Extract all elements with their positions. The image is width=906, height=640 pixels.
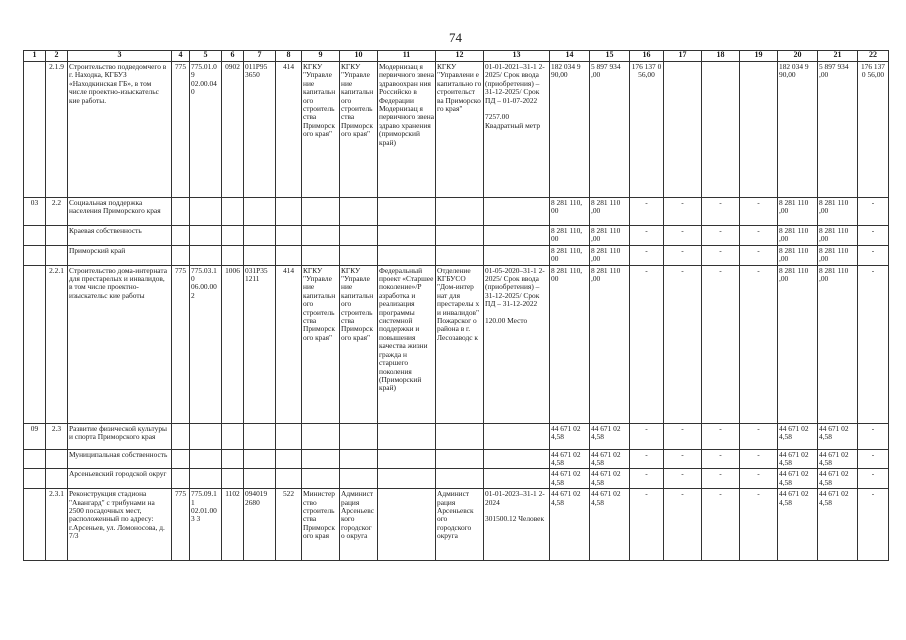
cell-col-22: - [858,449,889,469]
cell-col-8 [276,245,302,265]
section-row [24,423,889,449]
column-number-18: 18 [702,51,740,62]
cell-col-12 [436,469,484,489]
section-row [24,198,889,226]
cell-col-7 [244,469,276,489]
column-number-10: 10 [340,51,378,62]
cell-col-14: 44 671 02 4,58 [550,449,590,469]
data-table [23,50,889,561]
cell-col-9: КГКУ "Управле ние капитальн ого строитель ства Приморск ого края" [302,265,340,423]
cell-col-16: 176 137 0 56,00 [630,62,664,198]
cell-col-17: - [664,226,702,246]
cell-col-3: Муниципальная собственность [68,449,172,469]
cell-col-4: 775 [172,265,190,423]
column-number-11: 11 [378,51,436,62]
page-number: 74 [449,30,462,45]
cell-col-20: 44 671 02 4,58 [778,489,818,561]
cell-col-1: 09 [24,423,46,449]
cell-col-2: 2.2.1 [46,265,68,423]
cell-col-17: - [664,489,702,561]
cell-col-6 [222,423,244,449]
subtotal-row [24,245,889,265]
cell-col-3: Развитие физической культуры и спорта Приморского края [68,423,172,449]
cell-col-21: 8 281 110 ,00 [818,265,858,423]
cell-col-22: - [858,423,889,449]
cell-col-22: - [858,245,889,265]
cell-col-15: 44 671 02 4,58 [590,449,630,469]
cell-col-20: 8 281 110 ,00 [778,226,818,246]
cell-col-3: Реконструкция стадиона "Авангард" с трибунами на 2500 посадочных мест, расположенный по адресу: г.Арсеньев, ул. Ломоносова, д. 7/3 [68,489,172,561]
cell-col-6 [222,226,244,246]
cell-col-15: 8 281 110 ,00 [590,245,630,265]
cell-col-7: 094019 2680 [244,489,276,561]
cell-col-16: - [630,226,664,246]
cell-col-2: 2.1.9 [46,62,68,198]
cell-col-13: 01-05-2020–31-1 2-2025/ Срок ввода (приобретения) – 31-12-2025/ Срок ПД – 31-12-2022 120.00 Место [484,265,550,423]
project-row [24,265,889,423]
cell-col-18: - [702,449,740,469]
header-row [24,51,889,62]
cell-col-10 [340,449,378,469]
cell-col-20: 44 671 02 4,58 [778,423,818,449]
cell-col-9 [302,423,340,449]
cell-col-22: - [858,489,889,561]
cell-col-10: Админист рация Арсеньевс кого городског о округа [340,489,378,561]
cell-col-9 [302,449,340,469]
cell-col-2: 2.3.1 [46,489,68,561]
column-number-8: 8 [276,51,302,62]
cell-col-9: Министер ство строитель ства Приморск ого края [302,489,340,561]
cell-col-19: - [740,245,778,265]
cell-col-4 [172,469,190,489]
cell-col-19: - [740,489,778,561]
cell-col-3: Арсеньевский городской округ [68,469,172,489]
cell-col-2 [46,226,68,246]
cell-col-16: - [630,489,664,561]
project-row [24,489,889,561]
cell-col-4 [172,423,190,449]
cell-col-4 [172,449,190,469]
cell-col-5 [190,449,222,469]
cell-col-13 [484,198,550,226]
cell-col-15: 44 671 02 4,58 [590,423,630,449]
cell-col-4: 775 [172,62,190,198]
cell-col-13: 01-01-2021–31-1 2-2025/ Срок ввода (приобретения) – 31-12-2025/ Срок ПД – 01-07-2022 7257.00 Квадратный метр [484,62,550,198]
cell-col-11 [378,245,436,265]
column-number-9: 9 [302,51,340,62]
cell-col-20: 182 034 9 90,00 [778,62,818,198]
cell-col-22: - [858,198,889,226]
cell-col-5 [190,226,222,246]
cell-col-16: - [630,423,664,449]
cell-col-21: 44 671 02 4,58 [818,449,858,469]
cell-col-7 [244,449,276,469]
cell-col-8 [276,449,302,469]
cell-col-11: Модернизац я первичного звена здравоохран ния Российско в Федерации Модернизац я первичного звена здраво хранения (приморский край) [378,62,436,198]
cell-col-18: - [702,423,740,449]
column-number-6: 6 [222,51,244,62]
cell-col-2 [46,469,68,489]
cell-col-7 [244,245,276,265]
cell-col-11 [378,489,436,561]
cell-col-21: 5 897 934 ,00 [818,62,858,198]
cell-col-18: - [702,265,740,423]
cell-col-10 [340,423,378,449]
column-number-13: 13 [484,51,550,62]
cell-col-7 [244,198,276,226]
cell-col-6: 1006 [222,265,244,423]
cell-col-8 [276,469,302,489]
cell-col-14: 8 281 110, 00 [550,226,590,246]
cell-col-4: 775 [172,489,190,561]
cell-col-19: - [740,449,778,469]
cell-col-5 [190,198,222,226]
cell-col-3: Краевая собственность [68,226,172,246]
cell-col-12 [436,198,484,226]
cell-col-6 [222,469,244,489]
cell-col-5 [190,423,222,449]
cell-col-11 [378,226,436,246]
cell-col-10 [340,469,378,489]
cell-col-3: Строительство дома-интерната для престарелых и инвалидов, в том числе проектно-изыскательс кие работы [68,265,172,423]
cell-col-12: Отделение КГБУСО "Дом-интер нат для престарелы х и инвалидов" Пожарског о района в г. Лесозаводс к [436,265,484,423]
cell-col-21: 44 671 02 4,58 [818,423,858,449]
cell-col-17: - [664,449,702,469]
subtotal-row [24,226,889,246]
cell-col-4 [172,245,190,265]
cell-col-20: 8 281 110 ,00 [778,198,818,226]
cell-col-2 [46,449,68,469]
cell-col-22: - [858,265,889,423]
cell-col-21: 8 281 110 ,00 [818,226,858,246]
cell-col-17: - [664,469,702,489]
column-number-3: 3 [68,51,172,62]
cell-col-21: 44 671 02 4,58 [818,469,858,489]
cell-col-16: - [630,198,664,226]
cell-col-12 [436,423,484,449]
cell-col-4 [172,226,190,246]
cell-col-7 [244,226,276,246]
cell-col-11 [378,198,436,226]
cell-col-15: 8 281 110 ,00 [590,265,630,423]
cell-col-1 [24,62,46,198]
cell-col-13 [484,226,550,246]
cell-col-14: 44 671 02 4,58 [550,423,590,449]
cell-col-10 [340,245,378,265]
column-number-1: 1 [24,51,46,62]
cell-col-18: - [702,226,740,246]
column-number-12: 12 [436,51,484,62]
column-number-16: 16 [630,51,664,62]
cell-col-11 [378,449,436,469]
cell-col-2 [46,245,68,265]
cell-col-4 [172,198,190,226]
cell-col-8 [276,198,302,226]
cell-col-20: 8 281 110 ,00 [778,265,818,423]
cell-col-14: 44 671 02 4,58 [550,469,590,489]
cell-col-21: 8 281 110 ,00 [818,198,858,226]
cell-col-1 [24,449,46,469]
cell-col-2: 2.3 [46,423,68,449]
cell-col-16: - [630,265,664,423]
cell-col-12 [436,226,484,246]
cell-col-8: 414 [276,62,302,198]
cell-col-18: - [702,245,740,265]
cell-col-9 [302,469,340,489]
cell-col-22: - [858,469,889,489]
cell-col-17: - [664,198,702,226]
column-number-4: 4 [172,51,190,62]
cell-col-5 [190,469,222,489]
project-row [24,62,889,198]
cell-col-19: - [740,226,778,246]
cell-col-10 [340,226,378,246]
cell-col-10: КГКУ "Управле ние капитальн ого строитель ства Приморск ого края" [340,265,378,423]
cell-col-15: 44 671 02 4,58 [590,489,630,561]
cell-col-18 [702,62,740,198]
cell-col-5: 775.03.10 06.00.002 [190,265,222,423]
cell-col-14: 8 281 110, 00 [550,198,590,226]
cell-col-12: КГКУ "Управлени е капитально го строительст ва Приморско го края" [436,62,484,198]
cell-col-7: 031P35 1211 [244,265,276,423]
cell-col-6 [222,198,244,226]
cell-col-5: 775.01.09 02.00.040 [190,62,222,198]
column-number-2: 2 [46,51,68,62]
subtotal-row [24,469,889,489]
cell-col-5: 775.09.11 02.01.003 3 [190,489,222,561]
cell-col-12: Админист рация Арсеньевск ого городского округа [436,489,484,561]
cell-col-13 [484,245,550,265]
cell-col-12 [436,449,484,469]
cell-col-18: - [702,198,740,226]
cell-col-9 [302,245,340,265]
cell-col-17 [664,62,702,198]
cell-col-19 [740,62,778,198]
column-number-20: 20 [778,51,818,62]
cell-col-20: 44 671 02 4,58 [778,469,818,489]
cell-col-21: 44 671 02 4,58 [818,489,858,561]
cell-col-19: - [740,265,778,423]
cell-col-8: 414 [276,265,302,423]
cell-col-1 [24,469,46,489]
cell-col-8 [276,423,302,449]
cell-col-19: - [740,469,778,489]
cell-col-7 [244,423,276,449]
column-number-21: 21 [818,51,858,62]
cell-col-18: - [702,489,740,561]
cell-col-16: - [630,449,664,469]
cell-col-6 [222,245,244,265]
cell-col-6 [222,449,244,469]
column-number-7: 7 [244,51,276,62]
cell-col-15: 8 281 110 ,00 [590,226,630,246]
cell-col-19: - [740,423,778,449]
cell-col-11 [378,423,436,449]
cell-col-12 [436,245,484,265]
cell-col-19: - [740,198,778,226]
cell-col-1 [24,226,46,246]
cell-col-13 [484,423,550,449]
subtotal-row [24,449,889,469]
cell-col-14: 8 281 110, 00 [550,245,590,265]
cell-col-13: 01-01-2023–31-1 2-2024 301500.12 Человек [484,489,550,561]
cell-col-3: Строительство подведомчего в г. Находка, КГБУЗ «Находкинская ГБ», в том числе проектно-изыскательс кие работы. [68,62,172,198]
cell-col-3: Приморский край [68,245,172,265]
column-number-5: 5 [190,51,222,62]
cell-col-16: - [630,469,664,489]
cell-col-20: 8 281 110 ,00 [778,245,818,265]
cell-col-7: 011P95 3650 [244,62,276,198]
cell-col-1 [24,489,46,561]
column-number-14: 14 [550,51,590,62]
cell-col-11 [378,469,436,489]
cell-col-6: 1102 [222,489,244,561]
cell-col-15: 8 281 110 ,00 [590,198,630,226]
cell-col-15: 5 897 934 ,00 [590,62,630,198]
column-number-19: 19 [740,51,778,62]
cell-col-16: - [630,245,664,265]
column-number-22: 22 [858,51,889,62]
cell-col-22: - [858,226,889,246]
cell-col-8 [276,226,302,246]
column-number-17: 17 [664,51,702,62]
cell-col-13 [484,449,550,469]
cell-col-21: 8 281 110 ,00 [818,245,858,265]
cell-col-14: 182 034 9 90,00 [550,62,590,198]
column-number-15: 15 [590,51,630,62]
cell-col-11: Федеральный проект «Старшее поколение»/Р азработка и реализация программы системной поддержки и повышения качества жизни гражда н старшего поколения (Приморский край) [378,265,436,423]
cell-col-10: КГКУ "Управле ние капитальн ого строитель ства Приморск ого края" [340,62,378,198]
cell-col-5 [190,245,222,265]
cell-col-6: 0902 [222,62,244,198]
cell-col-22: 176 137 0 56,00 [858,62,889,198]
cell-col-17: - [664,245,702,265]
cell-col-17: - [664,265,702,423]
cell-col-9: КГКУ "Управле ние капитальн ого строитель ства Приморск ого края" [302,62,340,198]
cell-col-10 [340,198,378,226]
cell-col-3: Социальная поддержка населения Приморского края [68,198,172,226]
cell-col-18: - [702,469,740,489]
cell-col-1 [24,245,46,265]
cell-col-20: 44 671 02 4,58 [778,449,818,469]
cell-col-2: 2.2 [46,198,68,226]
cell-col-9 [302,226,340,246]
cell-col-14: 8 281 110, 00 [550,265,590,423]
cell-col-17: - [664,423,702,449]
cell-col-9 [302,198,340,226]
cell-col-8: 522 [276,489,302,561]
cell-col-13 [484,469,550,489]
cell-col-15: 44 671 02 4,58 [590,469,630,489]
cell-col-1 [24,265,46,423]
cell-col-1: 03 [24,198,46,226]
cell-col-14: 44 671 02 4,58 [550,489,590,561]
